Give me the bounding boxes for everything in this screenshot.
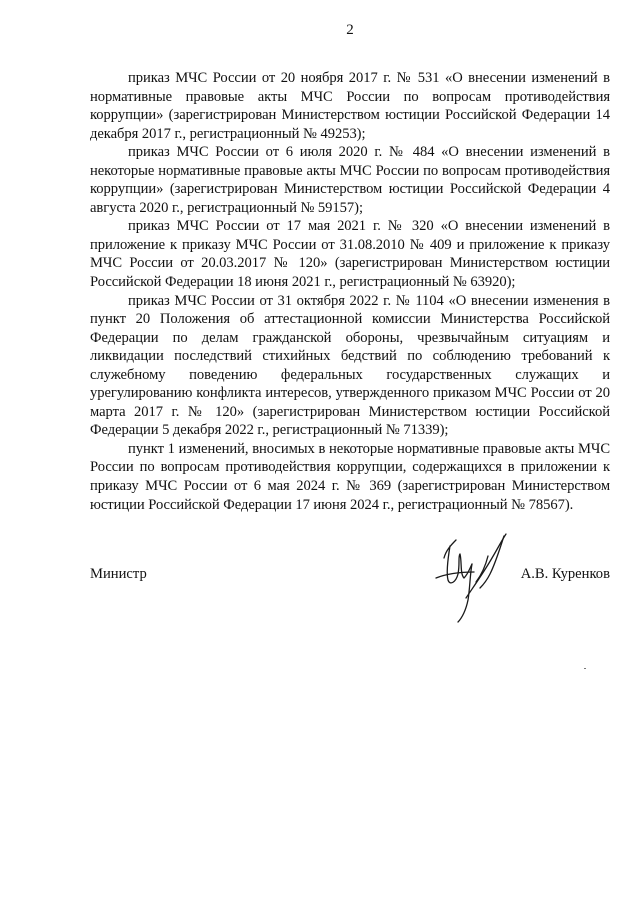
signer-title: Министр [90,566,147,582]
list-item-order-1104: приказ МЧС России от 31 октября 2022 г. № 1104 «О внесении изменения в пункт 20 Положения об аттестационной комиссии Министерства Российской Федерации по делам гражданской обороны, чрезвычайным ситуациям и ликвидации последствий стихийных бедствий по соблюдению требований к служебному поведению федеральных государственных служащих и урегулированию конфликта интересов, утвержденного приказом МЧС России от 20 марта 2017 г. № 120» (зарегистрирован Министерством юстиции Российской Федерации 5 декабря 2022 г., регистрационный № 71339); [90,292,610,439]
document-body [90,69,610,514]
handwritten-signature [430,528,520,624]
list-item-order-320: приказ МЧС России от 17 мая 2021 г. № 320 «О внесении изменений в приложение к приказу МЧС России от 31.08.2010 № 409 и приложение к приказу МЧС России от 20.03.2017 № 120» (зарегистрирован Министерством юстиции Российской Федерации 18 июня 2021 г., регистрационный № 63920); [90,218,610,291]
list-item-order-531: приказ МЧС России от 20 ноября 2017 г. № 531 «О внесении изменений в нормативные правовые акты МЧС России по вопросам противодействия коррупции» (зарегистрирован Министерством юстиции Российской Федерации 14 декабря 2017 г., регистрационный № 49253); [90,70,610,142]
signature-block [90,565,610,587]
scan-speck [584,668,586,669]
list-item-order-484: приказ МЧС России от 6 июля 2020 г. № 484 «О внесении изменений в некоторые нормативные правовые акты МЧС России по вопросам противодействия коррупции» (зарегистрирован Министерством юстиции Российской Федерации 4 августа 2020 г., регистрационный № 59157); [90,144,610,216]
list-item-order-369: пункт 1 изменений, вносимых в некоторые нормативные правовые акты МЧС России по вопросам противодействия коррупции, содержащихся в приложении к приказу МЧС России от 6 мая 2024 г. № 369 (зарегистрирован Министерством юстиции Российской Федерации 17 июня 2024 г., регистрационный № 78567). [90,440,610,513]
page-number: 2 [346,22,354,38]
signer-name: А.В. Куренков [520,566,610,582]
